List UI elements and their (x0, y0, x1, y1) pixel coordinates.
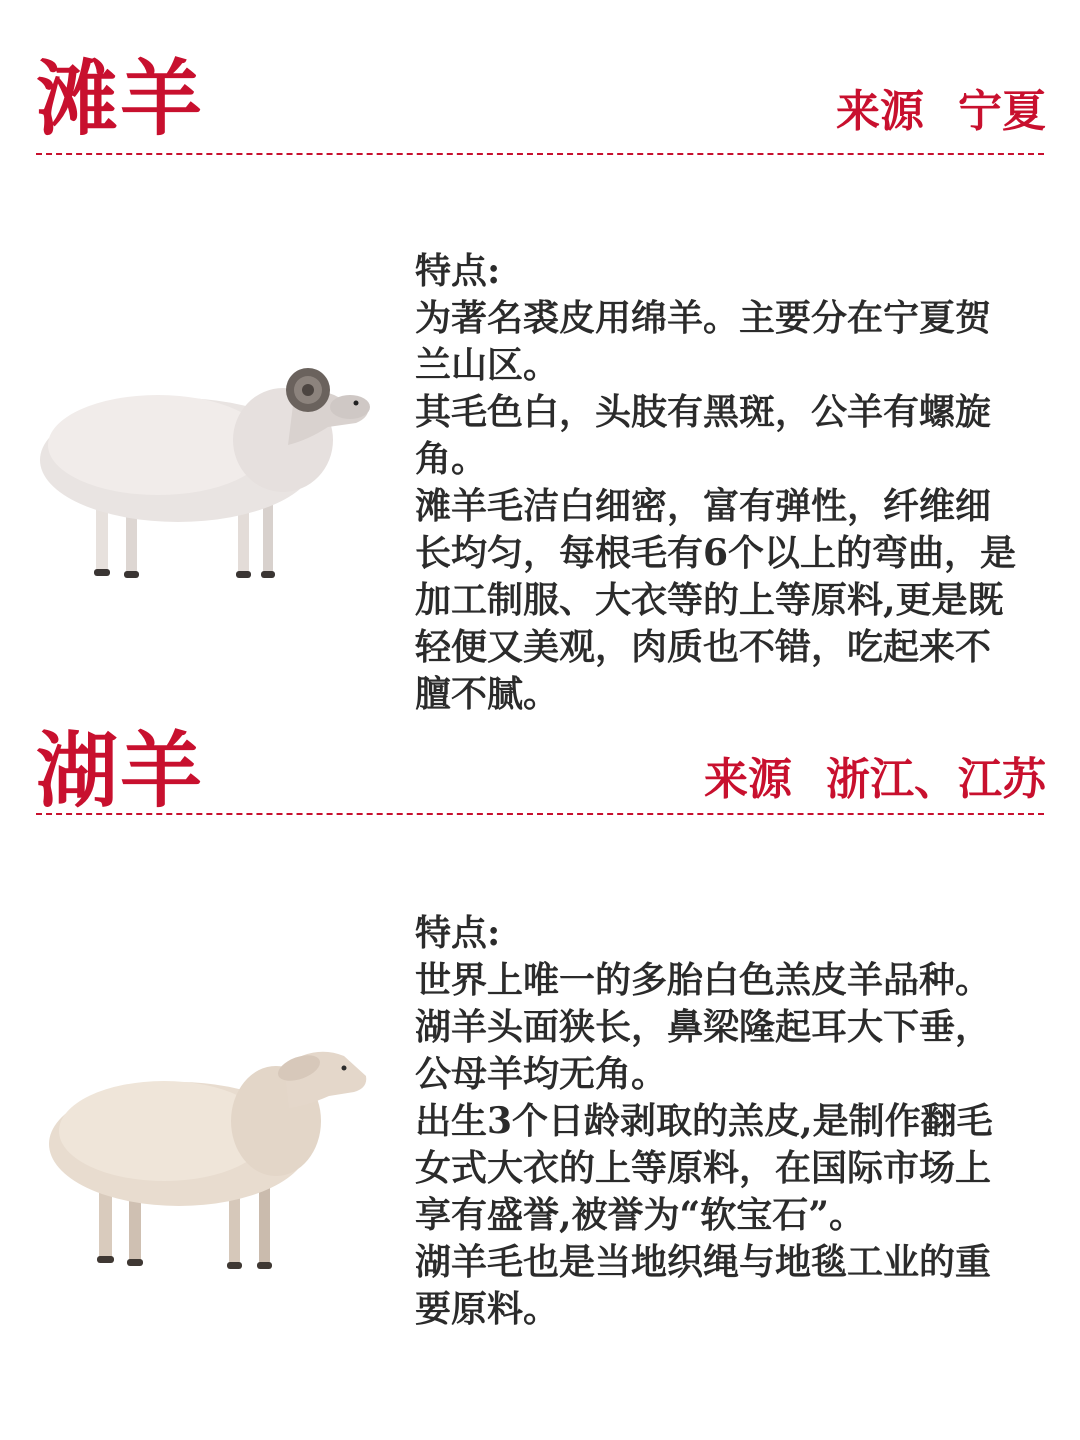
hu-sheep-title: 湖羊 (36, 723, 205, 819)
tan-sheep-title: 滩羊 (36, 51, 205, 147)
description-paragraph: 出生3个日龄剥取的羔皮,是制作翻毛女式大衣的上等原料，在国际市场上享有盛誉,被誉为“软宝石”。 (415, 1100, 993, 1236)
description-paragraph: 湖羊头面狭长，鼻梁隆起耳大下垂，公母羊均无角。 (415, 1006, 992, 1095)
features-label: 特点: (415, 912, 501, 954)
description-paragraph: 滩羊毛洁白细密，富有弹性，纤维细长均匀，每根毛有6个以上的弯曲，是加工制服、大衣等的上等原料,更是既轻便又美观，肉质也不错，吃起来不膻不腻。 (415, 485, 1017, 715)
tan-sheep-description (415, 248, 1025, 718)
source-label: 来源 (704, 754, 792, 805)
section-divider (36, 813, 1044, 815)
hu-sheep-source (704, 754, 1046, 805)
features-label: 特点: (415, 250, 501, 292)
source-value: 浙江、江苏 (826, 754, 1046, 805)
description-paragraph: 湖羊毛也是当地织绳与地毯工业的重要原料。 (415, 1241, 992, 1330)
hu-sheep-image (44, 1026, 369, 1276)
tan-sheep-image (38, 345, 373, 585)
hu-sheep-description (415, 910, 1025, 1333)
source-label: 来源 (836, 86, 924, 137)
section-divider (36, 153, 1044, 155)
source-value: 宁夏 (958, 86, 1046, 137)
hu-sheep-section (0, 720, 1080, 1440)
description-paragraph: 世界上唯一的多胎白色羔皮羊品种。 (415, 959, 992, 1001)
description-paragraph: 其毛色白，头肢有黑斑，公羊有螺旋角。 (415, 391, 992, 480)
tan-sheep-source (836, 86, 1046, 137)
description-paragraph: 为著名裘皮用绵羊。主要分在宁夏贺兰山区。 (415, 297, 992, 386)
